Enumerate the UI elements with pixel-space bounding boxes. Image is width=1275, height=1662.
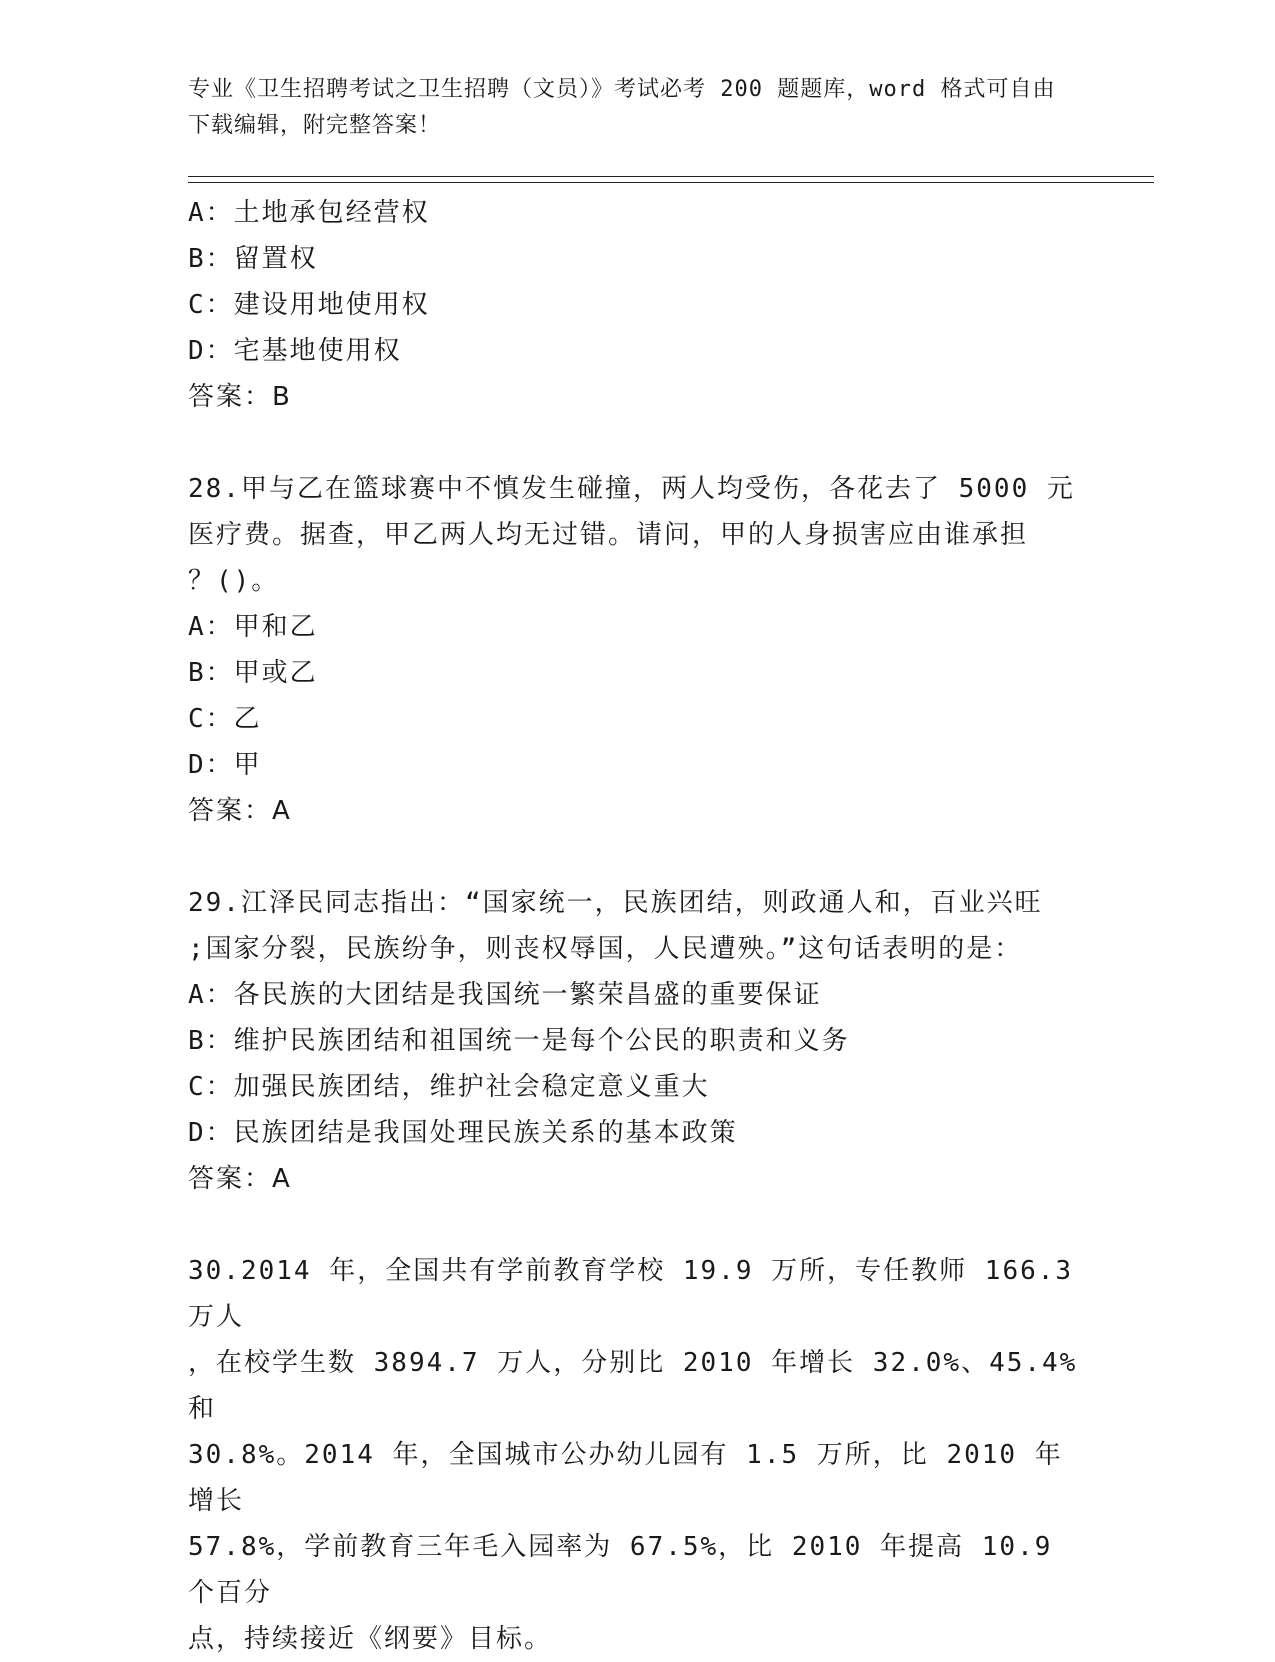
option-d: D：甲 bbox=[188, 750, 262, 780]
question-29 bbox=[188, 880, 1088, 1202]
header-text: 专业《卫生招聘考试之卫生招聘（文员）》考试必考 200 题题库，word 格式可自由下载编辑，附完整答案！ bbox=[188, 77, 1056, 138]
answer-line: 答案：B bbox=[188, 382, 292, 412]
option-a: A：土地承包经营权 bbox=[188, 198, 430, 228]
option-c: C：加强民族团结，维护社会稳定意义重大 bbox=[188, 1072, 710, 1102]
spacer bbox=[188, 420, 1088, 466]
header-divider-bottom bbox=[188, 182, 1154, 183]
question-28 bbox=[188, 466, 1088, 834]
answer-line: 答案：A bbox=[188, 1164, 292, 1194]
header-divider-top bbox=[188, 176, 1154, 177]
option-a: A：各民族的大团结是我国统一繁荣昌盛的重要保证 bbox=[188, 980, 822, 1010]
question-30 bbox=[188, 1248, 1088, 1662]
option-b: B：甲或乙 bbox=[188, 658, 318, 688]
spacer bbox=[188, 1202, 1088, 1248]
option-b: B：维护民族团结和祖国统一是每个公民的职责和义务 bbox=[188, 1026, 850, 1056]
option-a: A：甲和乙 bbox=[188, 612, 318, 642]
question-stem: 29.江泽民同志指出：“国家统一，民族团结，则政通人和，百业兴旺 ;国家分裂，民族纷争，则丧权辱国，人民遭殃。”这句话表明的是： bbox=[188, 888, 1043, 964]
option-c: C：建设用地使用权 bbox=[188, 290, 430, 320]
document-header bbox=[188, 72, 1068, 144]
question-content bbox=[188, 190, 1088, 1662]
spacer bbox=[188, 834, 1088, 880]
question-stem: 28.甲与乙在篮球赛中不慎发生碰撞，两人均受伤，各花去了 5000 元 医疗费。据查，甲乙两人均无过错。请问，甲的人身损害应由谁承担 ？()。 bbox=[188, 474, 1075, 596]
option-b: B：留置权 bbox=[188, 244, 318, 274]
option-d: D：民族团结是我国处理民族关系的基本政策 bbox=[188, 1118, 738, 1148]
question-stem: 30.2014 年，全国共有学前教育学校 19.9 万所，专任教师 166.3 万人 ，在校学生数 3894.7 万人，分别比 2010 年增长 32.0%、45.4%和 30.8%。2014 年，全国城市公办幼儿园有 1.5 万所，比 2010 年增长 57.8%，学前教育三年毛入园率为 67.5%，比 2010 年提高 10.9 个百分 点，持续接近《纲要》目标。 bbox=[188, 1256, 1078, 1654]
question-27 bbox=[188, 190, 1088, 420]
answer-line: 答案：A bbox=[188, 796, 292, 826]
option-d: D：宅基地使用权 bbox=[188, 336, 402, 366]
option-c: C：乙 bbox=[188, 704, 262, 734]
